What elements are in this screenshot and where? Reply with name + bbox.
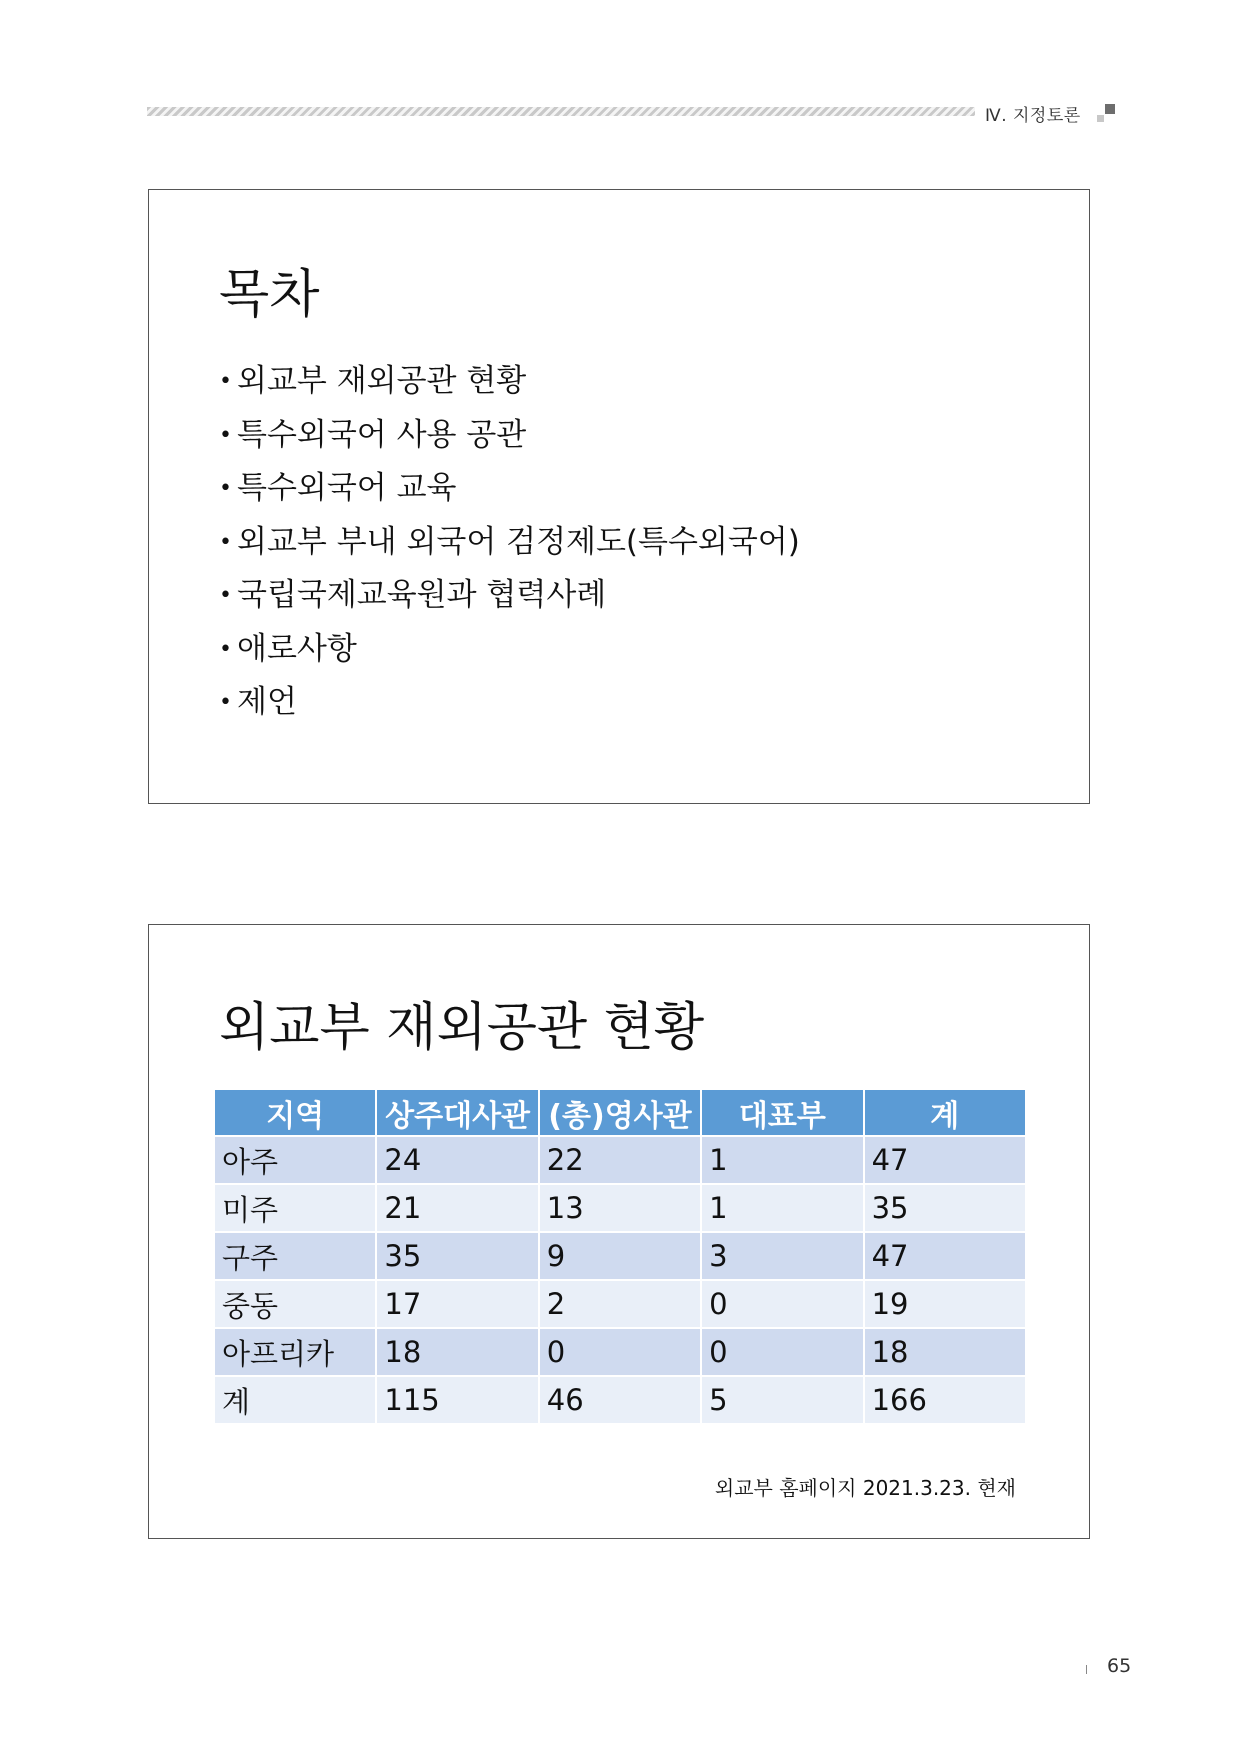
- header-stripe: [147, 107, 975, 116]
- toc-item: [219, 409, 800, 463]
- table-cell: 35: [376, 1232, 538, 1280]
- toc-item: [219, 462, 800, 516]
- table-cell: 0: [701, 1328, 863, 1376]
- bullet-icon: •: [219, 583, 232, 608]
- table-cell: 1: [701, 1136, 863, 1184]
- column-header-total: 계: [864, 1089, 1026, 1136]
- toc-slide: [148, 189, 1090, 804]
- toc-item: [219, 676, 800, 730]
- table-row: [214, 1184, 1026, 1232]
- bullet-icon: •: [219, 422, 232, 448]
- bullet-icon: •: [219, 690, 232, 715]
- table-cell: 46: [539, 1376, 701, 1424]
- table-cell: 17: [376, 1280, 538, 1328]
- table-row: [214, 1136, 1026, 1184]
- missions-slide: [148, 924, 1090, 1539]
- table-cell: 21: [376, 1184, 538, 1232]
- table-row: [214, 1328, 1026, 1376]
- table-cell: 0: [701, 1280, 863, 1328]
- toc-list: [219, 355, 800, 730]
- table-cell: 아주: [214, 1136, 376, 1184]
- toc-item: [219, 355, 800, 409]
- column-header-consulate: (총)영사관: [539, 1089, 701, 1136]
- table-cell: 13: [539, 1184, 701, 1232]
- header-mark-square-dark: [1105, 104, 1115, 114]
- column-header-region: 지역: [214, 1089, 376, 1136]
- table-header-row: [214, 1089, 1026, 1136]
- section-label: Ⅳ. 지정토론: [985, 106, 1081, 126]
- toc-item-label: 애로사항: [237, 630, 357, 667]
- table-cell: 18: [864, 1328, 1026, 1376]
- bullet-icon: •: [219, 529, 232, 555]
- bullet-icon: •: [219, 369, 232, 394]
- table-cell: 구주: [214, 1232, 376, 1280]
- page-number-tick: [1086, 1665, 1087, 1674]
- toc-item-label: 특수외국어 사용 공관: [237, 416, 527, 453]
- toc-item-label: 외교부 부내 외국어 검정제도(특수외국어): [237, 523, 800, 560]
- toc-item-label: 특수외국어 교육: [237, 470, 457, 506]
- table-cell: 5: [701, 1376, 863, 1424]
- table-row: [214, 1232, 1026, 1280]
- table-cell: 24: [376, 1136, 538, 1184]
- table-cell: 35: [864, 1184, 1026, 1232]
- table-cell: 1: [701, 1184, 863, 1232]
- table-row-total: [214, 1376, 1026, 1424]
- table-cell: 중동: [214, 1280, 376, 1328]
- toc-title: 목차: [219, 265, 320, 325]
- toc-item-label: 제언: [237, 684, 297, 720]
- table-cell: 미주: [214, 1184, 376, 1232]
- toc-item: [219, 569, 800, 623]
- table-row: [214, 1280, 1026, 1328]
- table-cell: 0: [539, 1328, 701, 1376]
- toc-item-label: 외교부 재외공관 현황: [237, 363, 527, 399]
- table-cell: 18: [376, 1328, 538, 1376]
- table-cell: 47: [864, 1232, 1026, 1280]
- table-cell: 115: [376, 1376, 538, 1424]
- table-cell: 3: [701, 1232, 863, 1280]
- table-cell: 166: [864, 1376, 1026, 1424]
- table-cell: 19: [864, 1280, 1026, 1328]
- source-note: 외교부 홈페이지 2021.3.23. 현재: [714, 1476, 1016, 1500]
- page-number: 65: [1107, 1655, 1132, 1677]
- missions-table: [213, 1088, 1027, 1425]
- table-cell: 2: [539, 1280, 701, 1328]
- toc-item-label: 국립국제교육원과 협력사례: [237, 577, 607, 613]
- header-corner-mark: [1097, 104, 1117, 124]
- toc-item: [219, 623, 800, 677]
- table-cell: 47: [864, 1136, 1026, 1184]
- missions-title: 외교부 재외공관 현황: [219, 998, 705, 1058]
- bullet-icon: •: [219, 636, 232, 662]
- table-cell: 9: [539, 1232, 701, 1280]
- header-mark-square-light: [1097, 115, 1104, 122]
- column-header-delegation: 대표부: [701, 1089, 863, 1136]
- column-header-embassy: 상주대사관: [376, 1089, 538, 1136]
- table-cell: 아프리카: [214, 1328, 376, 1376]
- bullet-icon: •: [219, 476, 232, 501]
- table-cell: 계: [214, 1376, 376, 1424]
- toc-item: [219, 516, 800, 570]
- table-cell: 22: [539, 1136, 701, 1184]
